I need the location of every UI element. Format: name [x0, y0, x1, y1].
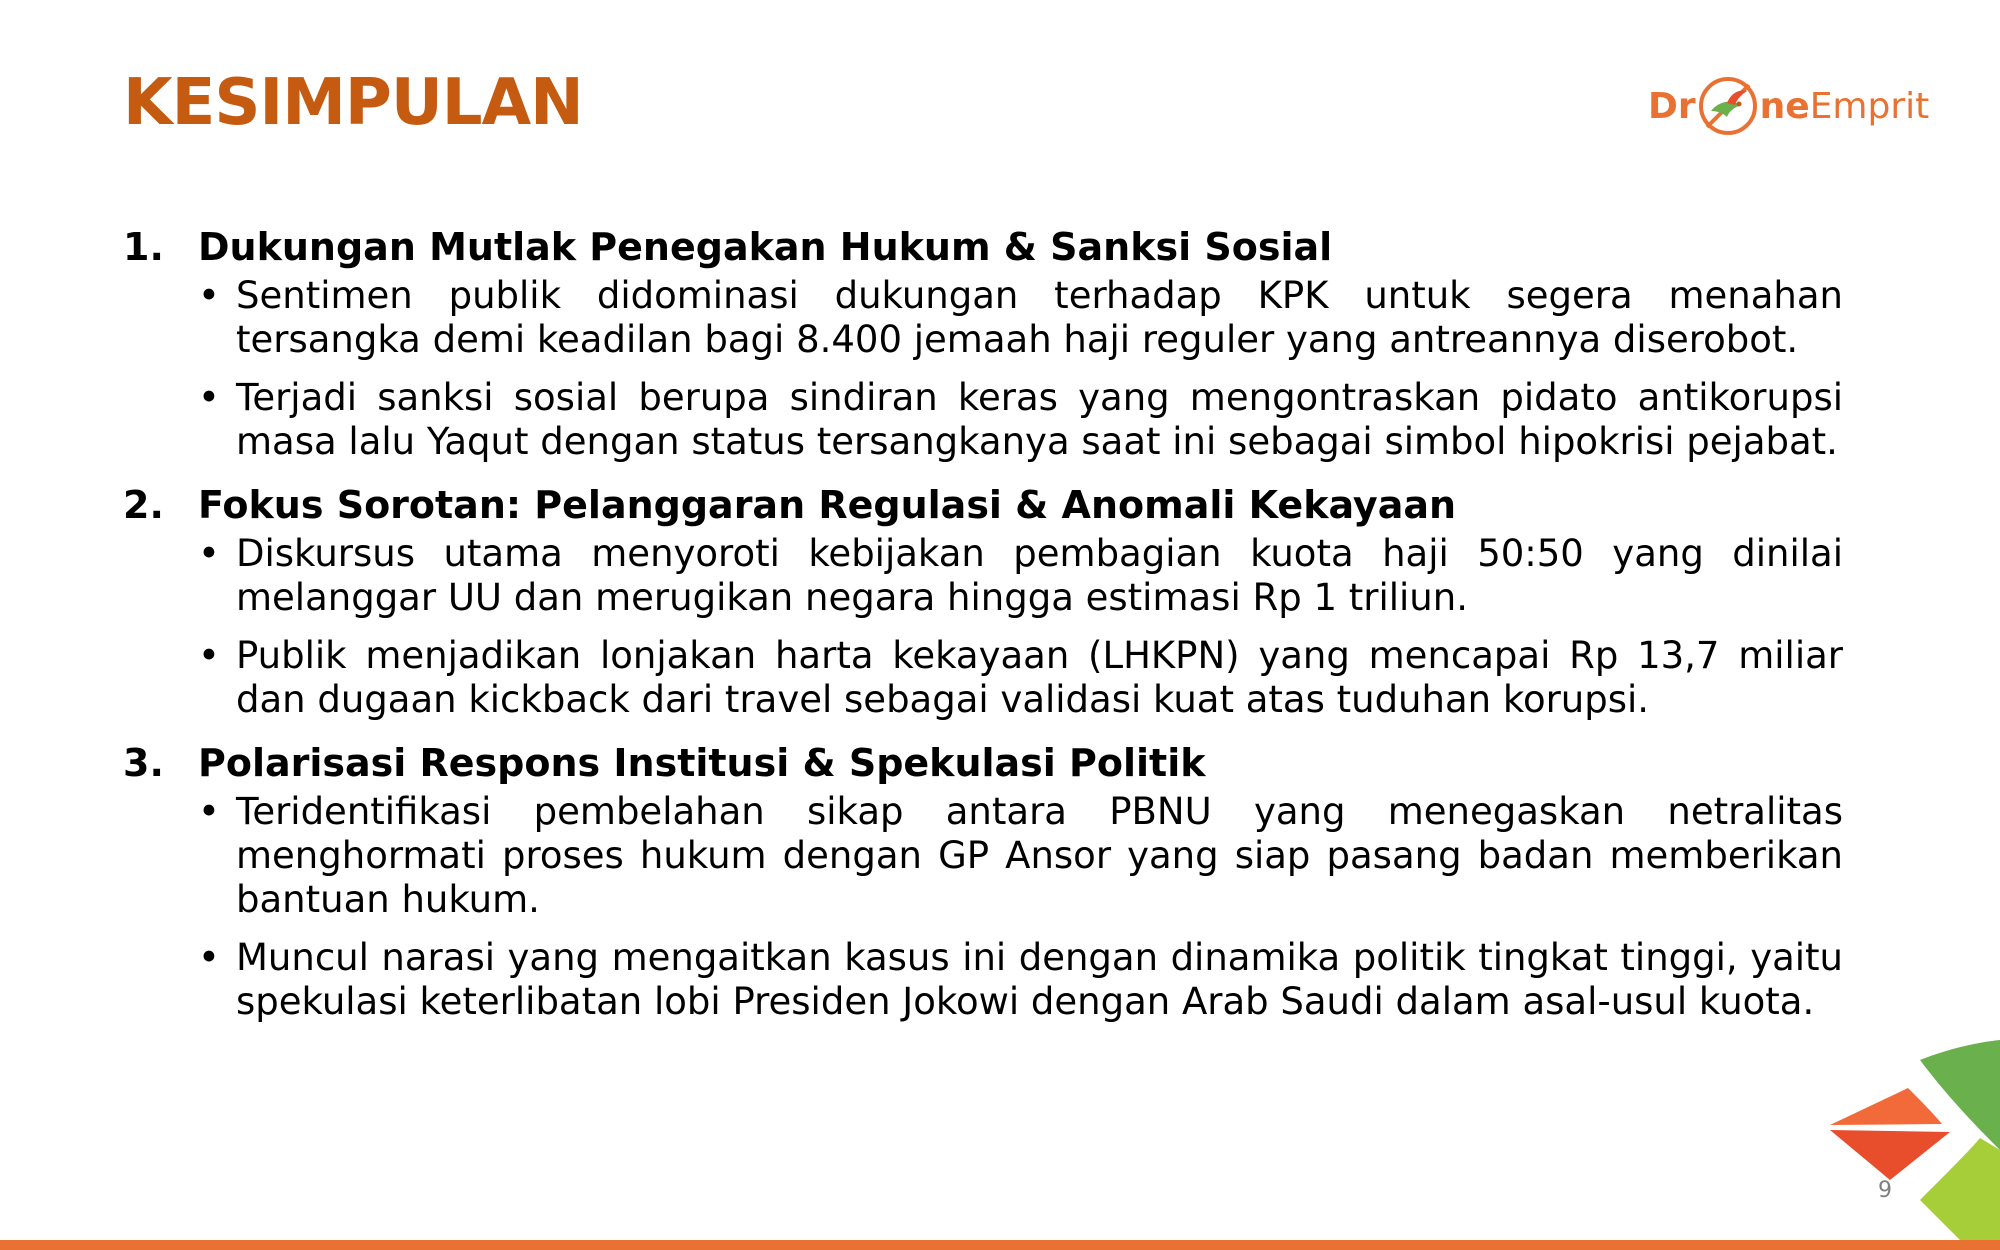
list-item [198, 376, 1843, 464]
bullet-text: Teridentifikasi pembelahan sikap antara PBNU yang menegaskan netralitas menghormati proses hukum dengan GP Ansor yang siap pasang badan memberikan bantuan hukum. [236, 790, 1843, 921]
drone-emprit-logo [1648, 70, 1929, 142]
list-item [198, 634, 1843, 722]
bullet-text: Publik menjadikan lonjakan harta kekayaan (LHKPN) yang mencapai Rp 13,7 miliar dan dugaan kickback dari travel sebagai validasi kuat atas tuduhan korupsi. [236, 634, 1843, 721]
list-item [198, 532, 1843, 620]
list-item [198, 274, 1843, 362]
logo-text-emprit: Emprit [1809, 85, 1930, 127]
logo-text-dr: Dr [1648, 85, 1696, 127]
point-heading [123, 478, 1843, 532]
point-heading-text: Fokus Sorotan: Pelanggaran Regulasi & Anomali Kekayaan [198, 483, 1457, 527]
bullet-text: Muncul narasi yang mengaitkan kasus ini dengan dinamika politik tingkat tinggi, yaitu spekulasi keterlibatan lobi Presiden Jokowi dengan Arab Saudi dalam asal-usul kuota. [236, 936, 1843, 1023]
bullet-list [123, 274, 1843, 464]
point-number: 3. [123, 741, 164, 785]
bottom-accent-bar [0, 1240, 2000, 1250]
conclusion-point-1 [123, 220, 1843, 464]
drone-bird-icon [1697, 75, 1759, 137]
bullet-dot-icon: • [198, 532, 220, 575]
logo-text-ne: ne [1759, 85, 1810, 127]
bullet-text: Diskursus utama menyoroti kebijakan pembagian kuota haji 50:50 yang dinilai melanggar UU dan merugikan negara hingga estimasi Rp 1 triliun. [236, 532, 1843, 619]
bullet-list [123, 532, 1843, 722]
point-heading-text: Dukungan Mutlak Penegakan Hukum & Sanksi Sosial [198, 225, 1333, 269]
conclusion-point-2 [123, 478, 1843, 722]
page-title: KESIMPULAN [123, 66, 583, 140]
corner-decoration-icon [1820, 1040, 2000, 1250]
point-heading [123, 220, 1843, 274]
point-number: 1. [123, 225, 164, 269]
point-heading [123, 736, 1843, 790]
bullet-dot-icon: • [198, 936, 220, 979]
list-item [198, 936, 1843, 1024]
page-number: 9 [1878, 1178, 1892, 1203]
point-number: 2. [123, 483, 164, 527]
bullet-dot-icon: • [198, 790, 220, 833]
bullet-dot-icon: • [198, 274, 220, 317]
bullet-text: Terjadi sanksi sosial berupa sindiran keras yang mengontraskan pidato antikorupsi masa lalu Yaqut dengan status tersangkanya saat ini sebagai simbol hipokrisi pejabat. [236, 376, 1843, 463]
bullet-dot-icon: • [198, 634, 220, 677]
conclusion-point-3 [123, 736, 1843, 1024]
point-heading-text: Polarisasi Respons Institusi & Spekulasi Politik [198, 741, 1206, 785]
bullet-list [123, 790, 1843, 1024]
list-item [198, 790, 1843, 922]
conclusion-list [123, 220, 1843, 1038]
bullet-dot-icon: • [198, 376, 220, 419]
bullet-text: Sentimen publik didominasi dukungan terhadap KPK untuk segera menahan tersangka demi keadilan bagi 8.400 jemaah haji reguler yang antreannya diserobot. [236, 274, 1843, 361]
